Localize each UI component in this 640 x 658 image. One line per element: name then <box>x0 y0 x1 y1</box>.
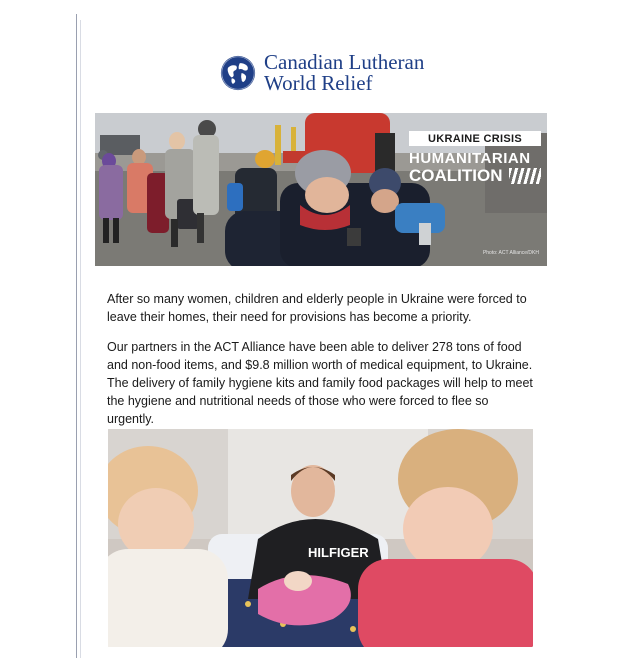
coalition-title-line2-text: COALITION <box>409 166 503 185</box>
brand-name-line2: World Relief <box>264 71 373 95</box>
coalition-title-line2 <box>409 167 541 185</box>
clwr-logo[interactable] <box>220 52 424 94</box>
page-edge-line <box>76 14 77 658</box>
photo-credit: Photo: ACT Alliance/DKH <box>482 250 539 256</box>
brand-name <box>264 52 424 94</box>
stripes-graphic <box>509 168 542 184</box>
intro-paragraph: After so many women, children and elderly people in Ukraine were forced to leave their homes, their need for provisions has become a priority. <box>107 292 527 324</box>
hero-banner-image <box>95 113 547 266</box>
globe-icon <box>220 55 256 91</box>
children-playing-photo <box>108 429 533 647</box>
shirt-print: HILFIGER <box>308 545 369 560</box>
coalition-title-line1: HUMANITARIAN <box>409 150 531 167</box>
family-shelter-photo <box>108 429 533 647</box>
page-edge-shadow <box>80 20 81 658</box>
partners-paragraph: Our partners in the ACT Alliance have been able to deliver 278 tons of food and non-food items, and $9.8 million worth of medical equipment, to Ukraine. The delivery of family hygiene kits and family food packages will help to meet the hygiene and nutritional needs of those who were forced to flee so urgently. <box>107 340 533 426</box>
brand-name-line1: Canadian Lutheran <box>264 50 425 74</box>
crisis-kicker: UKRAINE CRISIS <box>409 131 541 146</box>
coalition-badge <box>409 131 541 185</box>
